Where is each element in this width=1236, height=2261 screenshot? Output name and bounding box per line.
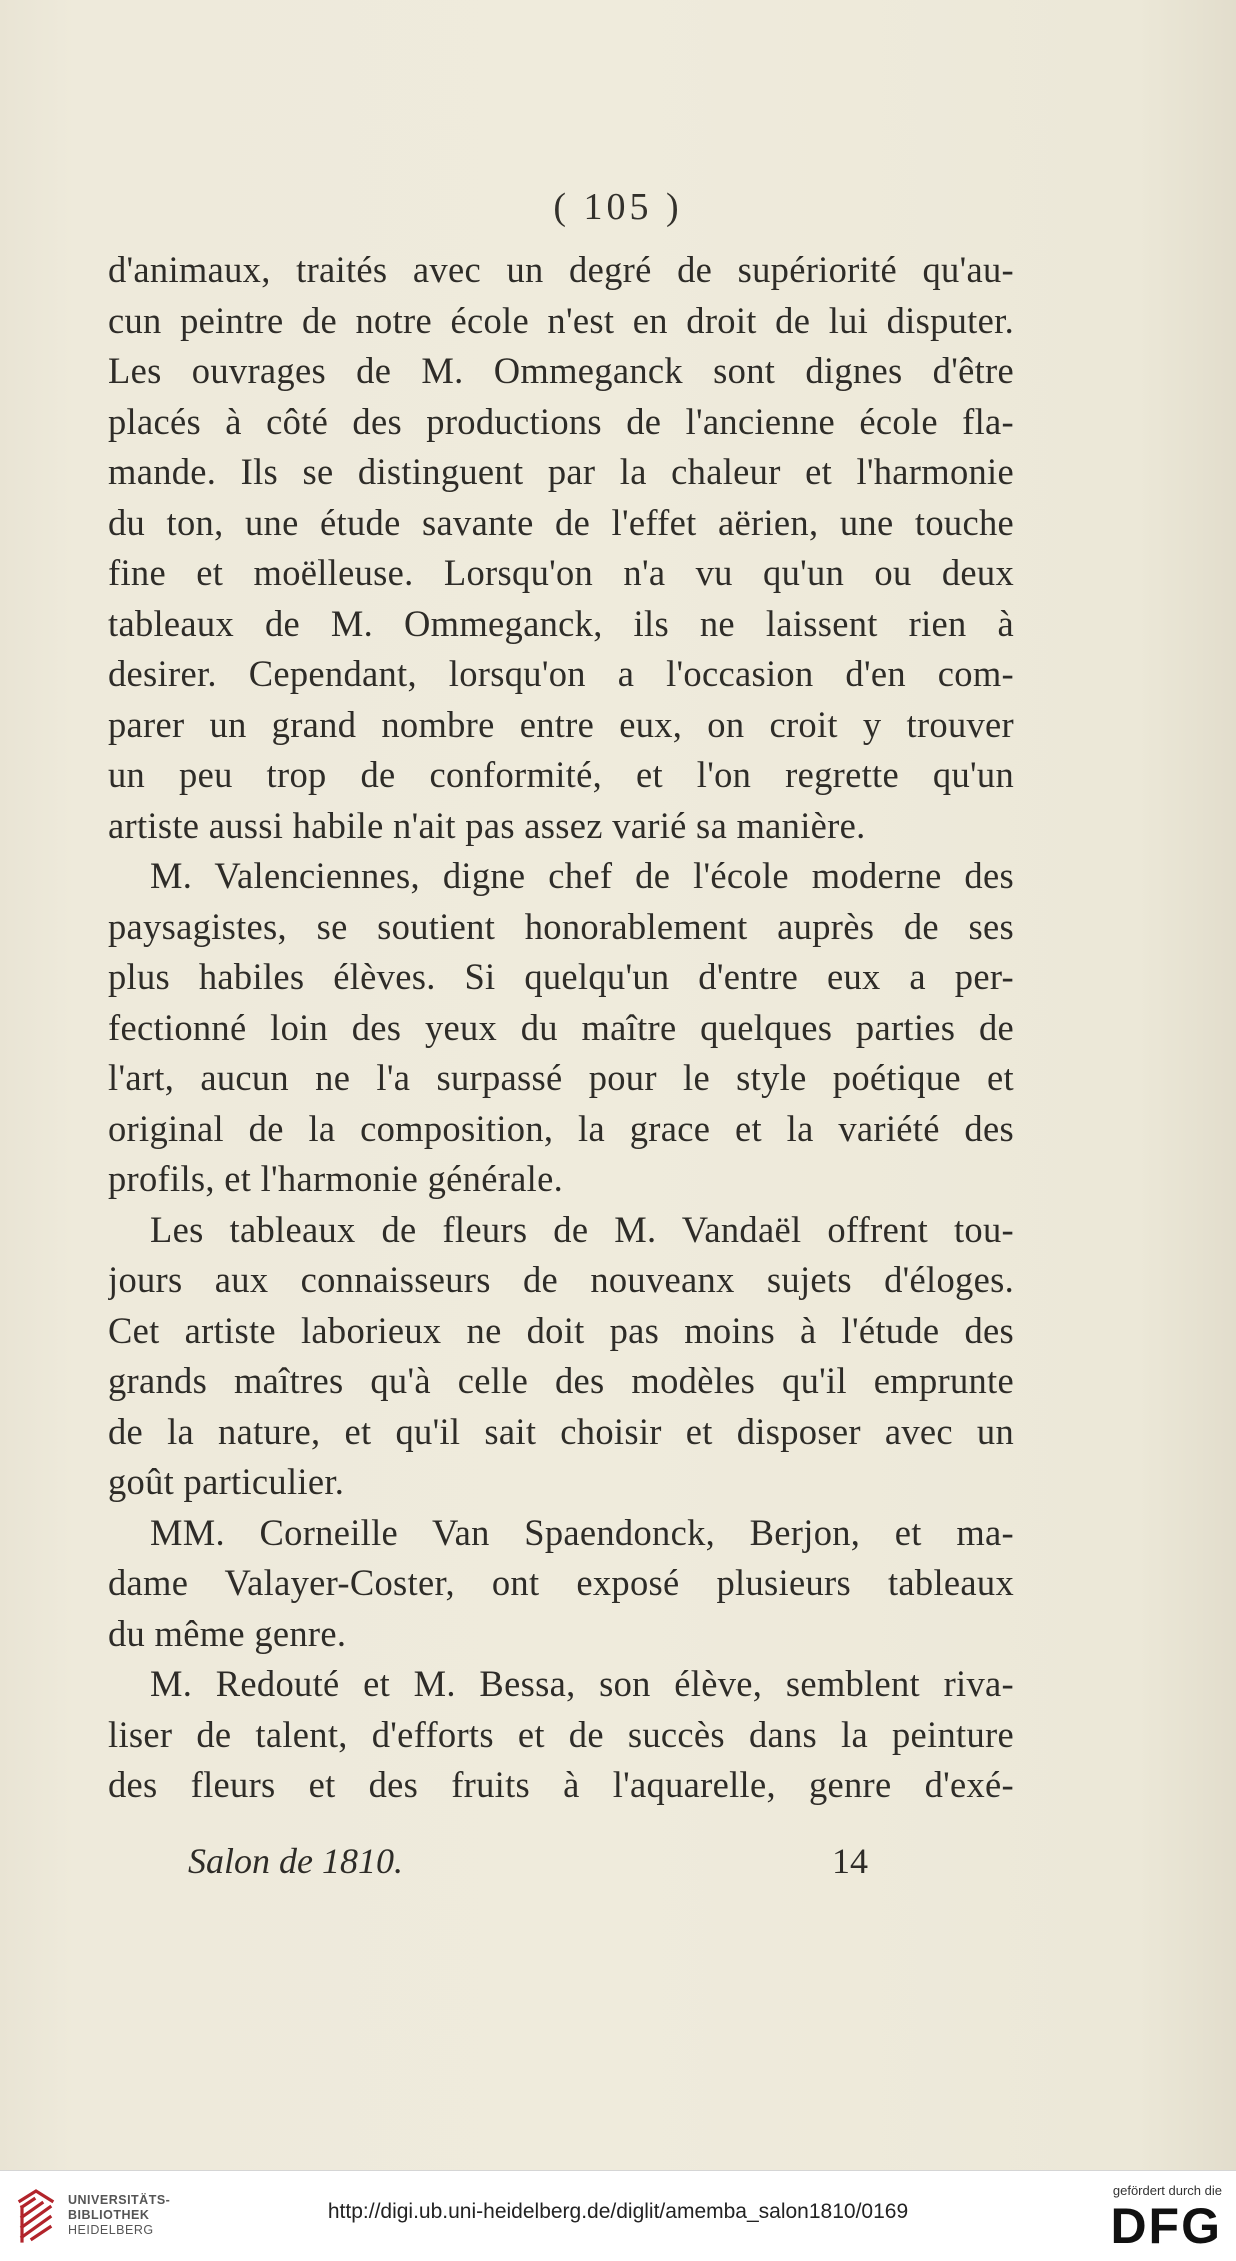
body-text [108,245,1014,1811]
text-line: fine et moëlleuse. Lorsqu'on n'a vu qu'un ou deux [108,552,1014,593]
text-line: M. Redouté et M. Bessa, son élève, semblent riva- [150,1663,1014,1704]
dfg-logo: DFG [1110,2198,1222,2254]
funded-by-label: gefördert durch die [1112,2183,1222,2198]
text-line: placés à côté des productions de l'ancienne école fla- [108,400,1014,442]
text-line: grands maîtres qu'à celle des modèles qu'il emprunte [108,1360,1014,1401]
text-line: cun peintre de notre école n'est en droit de lui disputer. [108,299,1014,341]
signature-mark: Salon de 1810. [188,1841,403,1881]
text-line: du ton, une étude savante de l'effet aërien, une touche [108,501,1014,543]
text-line: profils, et l'harmonie générale. [108,1158,564,1199]
text-line: M. Valenciennes, digne chef de l'école moderne des [150,855,1014,896]
text-line: plus habiles élèves. Si quelqu'un d'entre eux a per- [108,956,1014,997]
text-line: liser de talent, d'efforts et de succès dans la peinture [108,1713,1014,1755]
text-line: Les ouvrages de M. Ommeganck sont dignes d'être [108,350,1014,391]
text-line: Les tableaux de fleurs de M. Vandaël offrent tou- [150,1208,1014,1250]
text-line: des fleurs et des fruits à l'aquarelle, genre d'exé- [108,1764,1014,1805]
text-line: tableaux de M. Ommeganck, ils ne laissent rien à [108,602,1014,644]
text-line: original de la composition, la grace et la variété des [108,1107,1014,1149]
library-name-line: BIBLIOTHEK [68,2208,150,2222]
text-line: mande. Ils se distinguent par la chaleur et l'harmonie [108,451,1014,492]
text-line: goût particulier. [108,1461,345,1502]
text-line: l'art, aucun ne l'a surpassé pour le style poétique et [108,1057,1014,1098]
text-line: artiste aussi habile n'ait pas assez varié sa manière. [108,804,866,846]
text-line: MM. Corneille Van Spaendonck, Berjon, et ma- [150,1511,1014,1553]
text-line: un peu trop de conformité, et l'on regrette qu'un [108,754,1014,795]
text-line: paysagistes, se soutient honorablement auprès de ses [108,905,1014,947]
permalink-url[interactable]: http://digi.ub.uni-heidelberg.de/diglit/amemba_salon1810/0169 [327,2200,909,2223]
library-name-line: HEIDELBERG [68,2223,154,2237]
text-line: fectionné loin des yeux du maître quelques parties de [108,1006,1014,1048]
sheet-number: 14 [832,1841,868,1881]
library-name-line: UNIVERSITÄTS- [68,2193,171,2207]
text-line: dame Valayer-Coster, ont exposé plusieurs tableaux [108,1562,1014,1603]
text-line: du même genre. [108,1612,347,1654]
page-number: ( 105 ) [553,186,683,228]
text-line: parer un grand nombre entre eux, on croit y trouver [108,703,1014,745]
text-line: Cet artiste laborieux ne doit pas moins à l'étude des [108,1309,1014,1351]
text-line: d'animaux, traités avec un degré de supériorité qu'au- [108,249,1014,290]
text-line: jours aux connaisseurs de nouveanx sujets d'éloges. [108,1259,1014,1300]
text-line: desirer. Cependant, lorsqu'on a l'occasion d'en com- [108,653,1014,694]
text-line: de la nature, et qu'il sait choisir et disposer avec un [108,1410,1014,1452]
